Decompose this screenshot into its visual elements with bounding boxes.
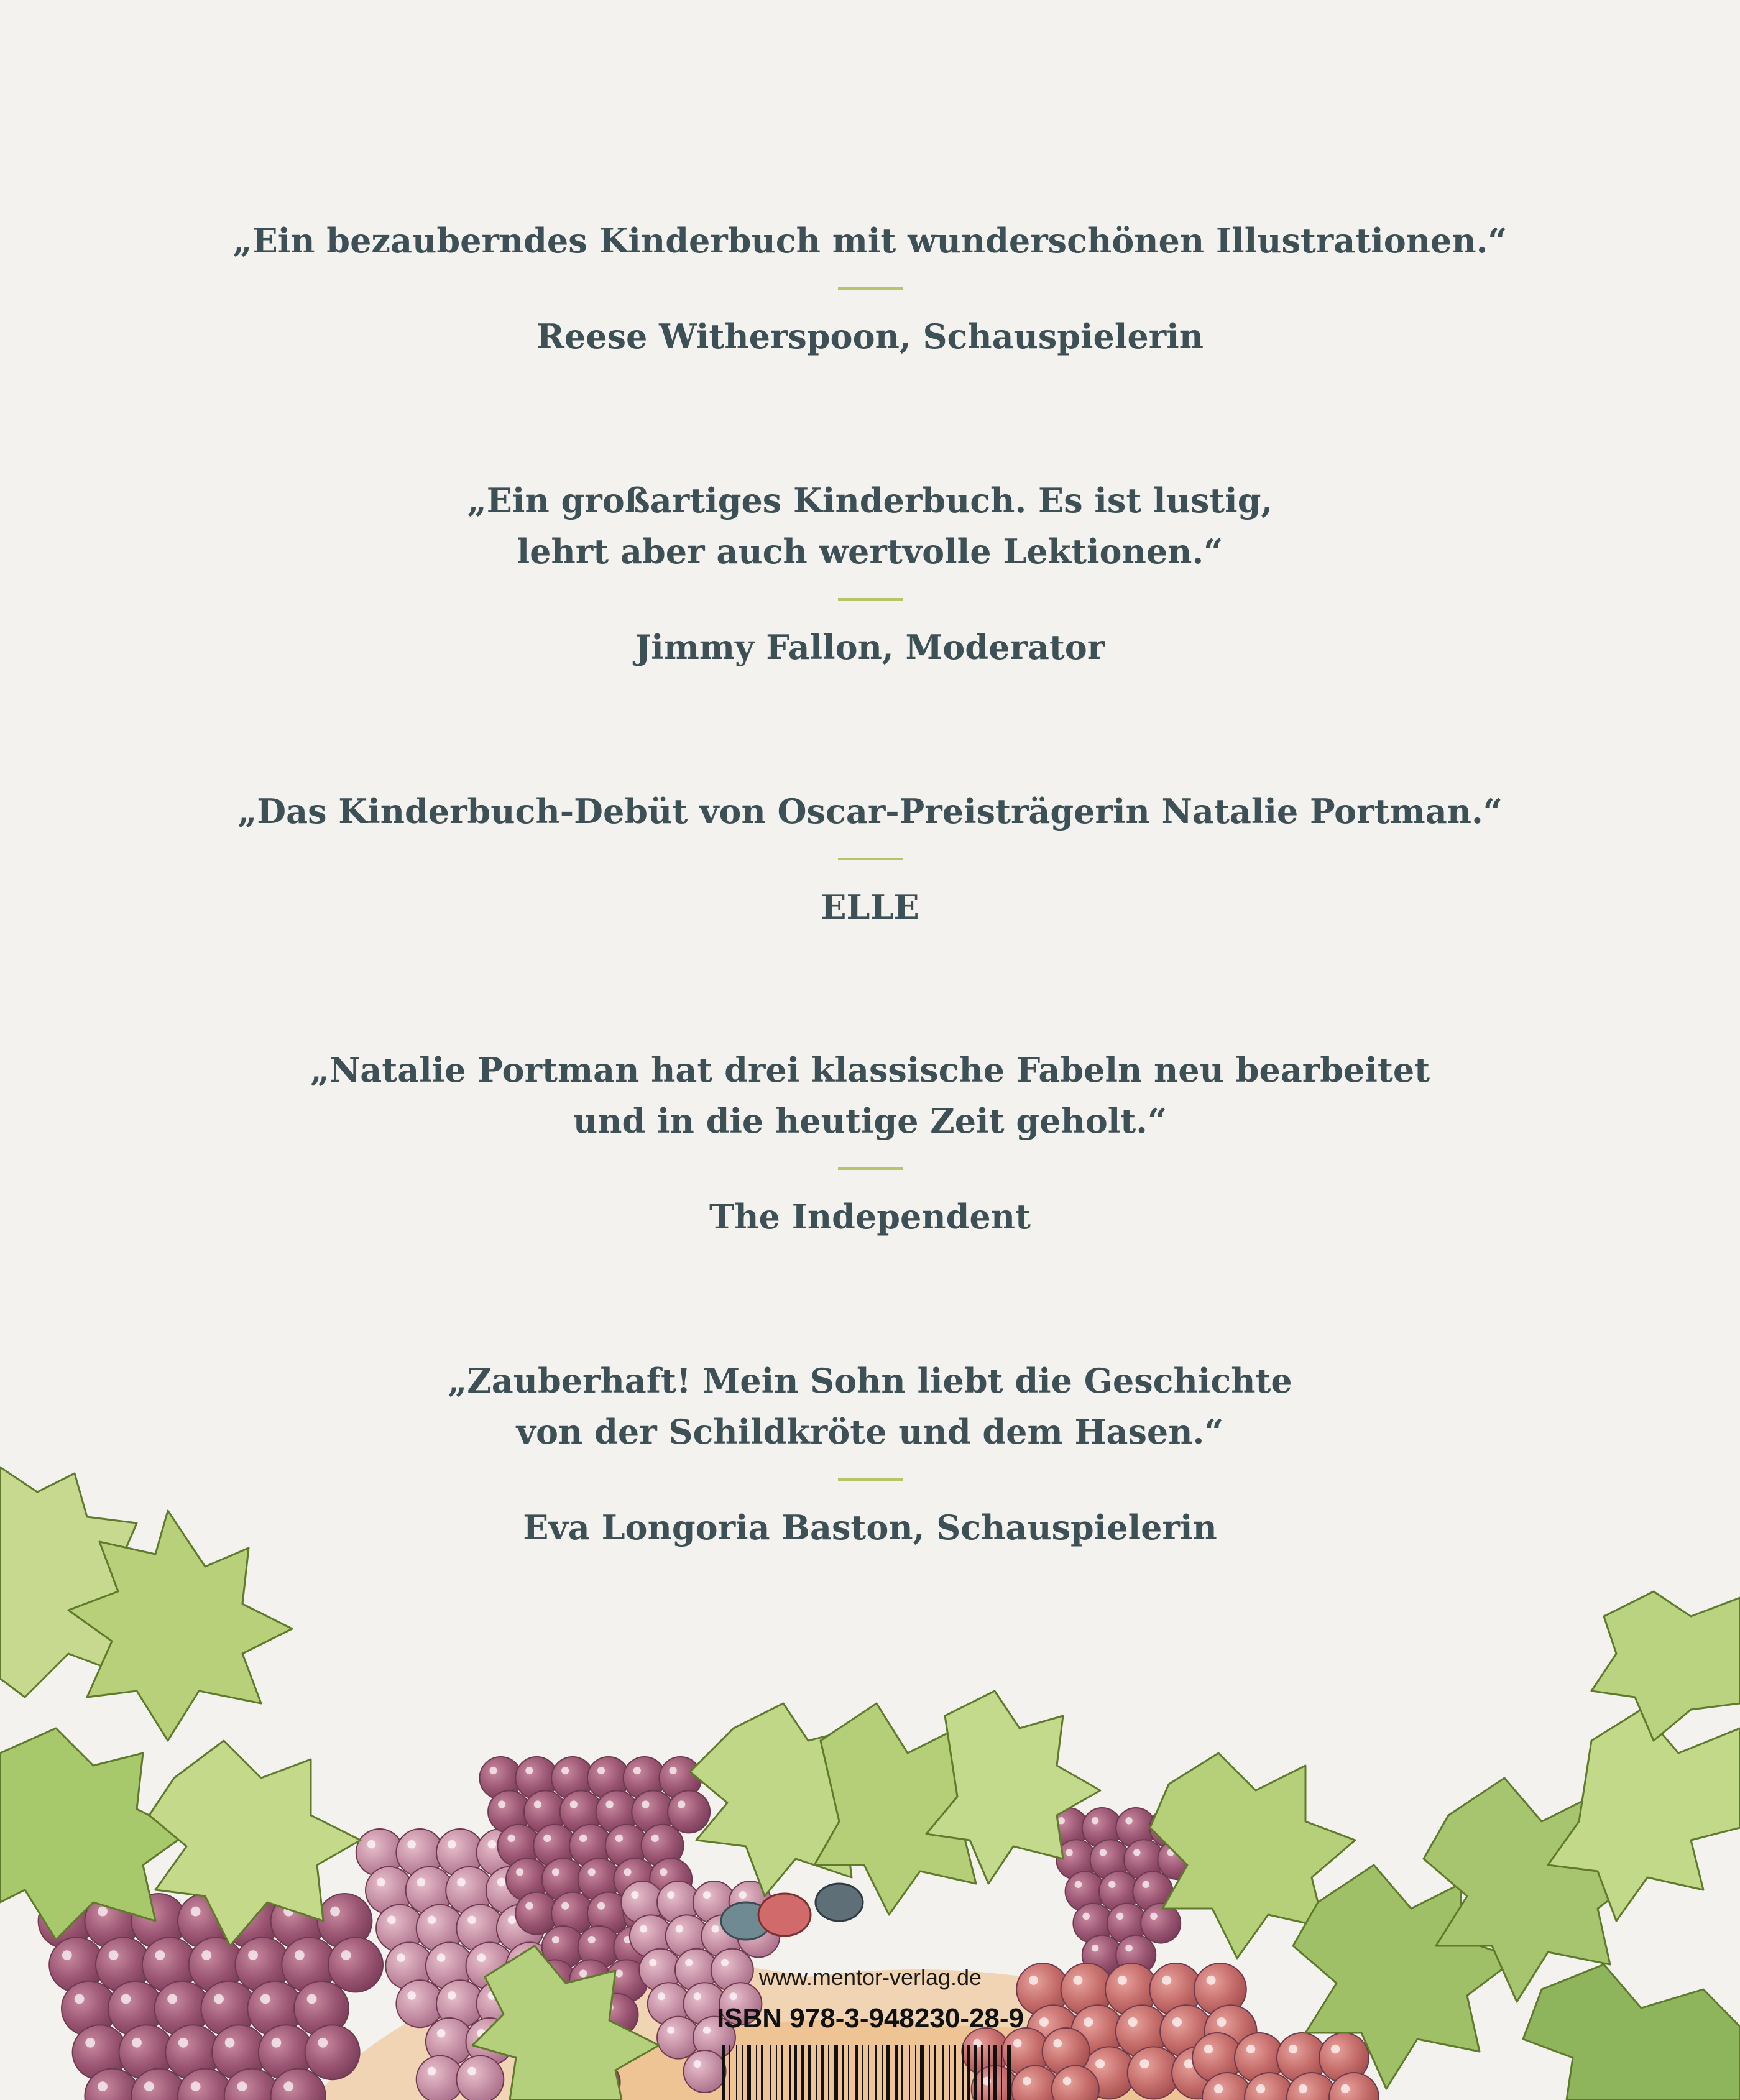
grape-highlight [561, 1902, 569, 1910]
quote-block [0, 1044, 1740, 1242]
grape-highlight [597, 1902, 605, 1910]
grape-highlight [1063, 2077, 1072, 2086]
grape-highlight [1331, 2045, 1340, 2053]
barcode-bar [949, 2045, 950, 2100]
grape [328, 1937, 383, 1992]
grape-highlight [676, 1925, 683, 1932]
grape-highlight [1095, 2059, 1105, 2068]
grape-highlight [703, 1891, 711, 1899]
grape-highlight [437, 1953, 446, 1962]
divider-rule [838, 1167, 903, 1170]
quote-block [0, 475, 1740, 673]
grape-highlight [570, 1800, 578, 1808]
barcode-bar [868, 2045, 869, 2100]
quote-author: Eva Longoria Baston, Schauspielerin [523, 1508, 1217, 1547]
grape-highlight [1162, 1976, 1171, 1985]
grape-highlight [155, 1950, 165, 1960]
barcode-bar [729, 2045, 730, 2100]
barcode-bar [988, 2045, 990, 2100]
grape-highlight [642, 1800, 649, 1808]
barcode-bar [875, 2045, 877, 2100]
grape-highlight [191, 1907, 201, 1917]
grape-highlight [428, 2067, 436, 2076]
grape-highlight [1092, 1945, 1099, 1952]
divider-rule [838, 598, 903, 601]
grape-highlight [552, 1936, 559, 1943]
grape-highlight [407, 1991, 416, 2000]
grape-highlight [132, 2038, 142, 2048]
grape-highlight [615, 1969, 623, 1977]
grape-highlight [1246, 2045, 1255, 2053]
grape-highlight [525, 1902, 533, 1910]
grape-highlight [1082, 1913, 1090, 1920]
grape-highlight [1092, 1817, 1099, 1825]
grape-highlight [1075, 1881, 1082, 1888]
grape-highlight [543, 1835, 551, 1842]
grape-highlight [387, 1915, 396, 1924]
grape-highlight [579, 1835, 587, 1842]
grape-highlight [597, 1767, 605, 1774]
grape-highlight [1289, 2045, 1297, 2053]
grape-highlight [318, 2038, 328, 2048]
grape-highlight [98, 2081, 108, 2091]
grape-highlight [62, 1950, 72, 1960]
quote-text: „Natalie Portman hat drei klassische Fabeln neu bearbeitet [310, 1050, 1430, 1090]
grape-highlight [525, 1767, 533, 1774]
grape-highlight [516, 1868, 523, 1876]
grape-highlight [1118, 1976, 1127, 1985]
quote-author: Jimmy Fallon, Moderator [635, 627, 1105, 667]
quote-author: ELLE [821, 887, 919, 927]
barcode-bar [862, 2045, 863, 2100]
barcode-bar [1001, 2045, 1002, 2100]
barcode [721, 2045, 1020, 2100]
grape-highlight [283, 2081, 293, 2091]
barcode-bar [776, 2045, 777, 2100]
barcode-bar [915, 2045, 916, 2100]
grape-highlight [1108, 1881, 1116, 1888]
grape-highlight [660, 1868, 667, 1876]
isbn-number: ISBN 978-3-948230-28-9 [716, 2003, 1024, 2033]
barcode-bar [848, 2045, 849, 2100]
grape-highlight [588, 1868, 596, 1876]
grape-highlight [1125, 1817, 1133, 1825]
grape-highlight [467, 2067, 476, 2076]
barcode-bar [962, 2045, 964, 2100]
barcode-bar [761, 2045, 763, 2100]
grape-highlight [260, 1994, 270, 2004]
grape-highlight [85, 2038, 95, 2048]
grape-highlight [1256, 2084, 1265, 2093]
barcode-bar [801, 2045, 804, 2100]
grape [456, 2056, 504, 2100]
grape-highlight [367, 1840, 376, 1849]
quote-text: lehrt aber auch wertvolle Lektionen.“ [517, 532, 1223, 571]
divider-rule [838, 287, 903, 290]
grape-highlight [711, 1925, 719, 1932]
grape-highlight [98, 1907, 108, 1917]
grape [305, 2025, 360, 2079]
grape-highlight [552, 1868, 559, 1876]
grape-highlight [1150, 1913, 1158, 1920]
grape-highlight [640, 1925, 647, 1932]
barcode-bar [842, 2045, 844, 2100]
barcode-bar [722, 2045, 725, 2100]
grape-highlight [428, 1915, 436, 1924]
grape-highlight [457, 1878, 466, 1887]
grape-highlight [167, 1994, 177, 2004]
quote-text: und in die heutige Zeit geholt.“ [573, 1101, 1167, 1141]
barcode-bar [794, 2045, 797, 2100]
quote-author: Reese Witherspoon, Schauspielerin [536, 316, 1204, 356]
grape-highlight [561, 1767, 569, 1774]
grape-highlight [534, 1800, 541, 1808]
grape-highlight [658, 1992, 665, 2000]
grape-highlight [1116, 1913, 1124, 1920]
barcode-bar [981, 2045, 983, 2100]
grape-highlight [448, 1991, 456, 2000]
grape-highlight [214, 1994, 224, 2004]
grape-highlight [191, 2081, 201, 2091]
grape-highlight [685, 1959, 693, 1966]
grape-highlight [144, 2081, 154, 2091]
quote-text: „Das Kinderbuch-Debüt von Oscar-Preisträgerin Natalie Portman.“ [237, 791, 1503, 831]
barcode-bar [909, 2045, 910, 2100]
grape-highlight [624, 1868, 631, 1876]
barcode-bar [855, 2045, 858, 2100]
barcode-bar [993, 2045, 997, 2100]
grape-highlight [651, 1835, 659, 1842]
grape-highlight [1133, 1849, 1141, 1856]
grape-highlight [1084, 2017, 1093, 2027]
grape-highlight [633, 1767, 641, 1774]
quote-block [0, 786, 1740, 933]
grape-highlight [667, 2027, 674, 2034]
barcode-bar [974, 2045, 977, 2100]
barcode-bar [920, 2045, 924, 2100]
grape-highlight [667, 1891, 674, 1899]
grape-highlight [1053, 2039, 1062, 2048]
grape-highlight [1125, 1945, 1133, 1952]
grape-highlight [397, 1953, 405, 1962]
grape-highlight [109, 1950, 119, 1960]
grape-highlight [75, 1994, 85, 2004]
grape-highlight [1142, 1881, 1149, 1888]
barcode-bar [808, 2045, 811, 2100]
barcode-bar [954, 2045, 956, 2100]
grape-highlight [1217, 2017, 1226, 2027]
grape-highlight [417, 1878, 425, 1887]
quote-text: „Ein bezauberndes Kinderbuch mit wunderschönen Illustrationen.“ [232, 221, 1508, 260]
quote-text: „Zauberhaft! Mein Sohn liebt die Geschichte [448, 1361, 1292, 1401]
grape-highlight [487, 1840, 496, 1849]
grape-highlight [1204, 2045, 1213, 2053]
publisher-url[interactable]: www.mentor-verlag.de [758, 1964, 982, 1990]
grape-highlight [498, 1800, 505, 1808]
grape-highlight [1100, 1849, 1107, 1856]
barcode-bar [942, 2045, 944, 2100]
grape-highlight [341, 1950, 351, 1960]
barcode-bar [789, 2045, 791, 2100]
grape-highlight [588, 1936, 596, 1943]
grape-highlight [669, 1767, 676, 1774]
grape-highlight [694, 2060, 701, 2068]
quote-text: „Ein großartiges Kinderbuch. Es ist lustig, [467, 481, 1273, 520]
grape-highlight [507, 1835, 515, 1842]
barcode-bar [967, 2045, 970, 2100]
grape-highlight [605, 1800, 613, 1808]
grape-highlight [225, 2038, 235, 2048]
grape-highlight [248, 1950, 258, 1960]
grape-highlight [237, 2081, 247, 2091]
divider-rule [838, 858, 903, 860]
grape-highlight [307, 1994, 317, 2004]
grape-highlight [1214, 2084, 1223, 2093]
barcode-bar [736, 2045, 737, 2100]
grape-highlight [1341, 2084, 1350, 2093]
barcode-bar [834, 2045, 838, 2100]
grape-highlight [437, 2029, 446, 2038]
quote-author: The Independent [709, 1197, 1031, 1237]
grape-highlight [579, 1969, 587, 1977]
grape-highlight [1139, 2059, 1149, 2068]
grape-highlight [1128, 2017, 1138, 2027]
grape-highlight [295, 1950, 305, 1960]
grape-highlight [1172, 2017, 1182, 2027]
grape-highlight [703, 2027, 711, 2034]
grape-highlight [178, 2038, 188, 2048]
grape-highlight [649, 1959, 656, 1966]
grape-highlight [1299, 2084, 1307, 2093]
grape-highlight [201, 1950, 211, 1960]
barcode-bar [781, 2045, 783, 2100]
barcode-bar [742, 2045, 743, 2100]
grape-highlight [739, 1891, 747, 1899]
grape-highlight [1039, 2017, 1049, 2027]
grape-highlight [467, 1915, 476, 1924]
grape-highlight [508, 1915, 517, 1924]
quote-text: von der Schildkröte und dem Hasen.“ [516, 1412, 1224, 1452]
barcode-bar [929, 2045, 930, 2100]
grape-highlight [448, 1840, 456, 1849]
grape-highlight [1207, 1976, 1216, 1985]
barcode-bar [756, 2045, 757, 2100]
barcode-bar [1007, 2045, 1011, 2100]
barcode-bar [901, 2045, 903, 2100]
quote-block [0, 215, 1740, 362]
grape-highlight [377, 1878, 385, 1887]
grape-highlight [477, 1953, 486, 1962]
grape-highlight [1029, 1976, 1038, 1985]
barcode-bar [934, 2045, 936, 2100]
grape-highlight [631, 1891, 638, 1899]
grape-highlight [407, 1840, 416, 1849]
barcode-bar [747, 2045, 751, 2100]
barcode-bar [828, 2045, 829, 2100]
grape-highlight [497, 1878, 506, 1887]
barcode-bar [821, 2045, 824, 2100]
grape-highlight [489, 1767, 497, 1774]
grape-highlight [678, 1800, 685, 1808]
grape-highlight [1066, 1849, 1073, 1856]
barcode-bar [886, 2045, 890, 2100]
grape-highlight [121, 1994, 131, 2004]
grape-highlight [615, 1835, 623, 1842]
barcode-bar [895, 2045, 898, 2100]
grape-highlight [1073, 1976, 1082, 1985]
grape-highlight [271, 2038, 281, 2048]
barcode-bar [882, 2045, 883, 2100]
barcode-bar [770, 2045, 771, 2100]
barcode-bar [816, 2045, 817, 2100]
grape [668, 1790, 710, 1833]
grape-highlight [694, 1992, 701, 2000]
grape-highlight [330, 1907, 340, 1917]
